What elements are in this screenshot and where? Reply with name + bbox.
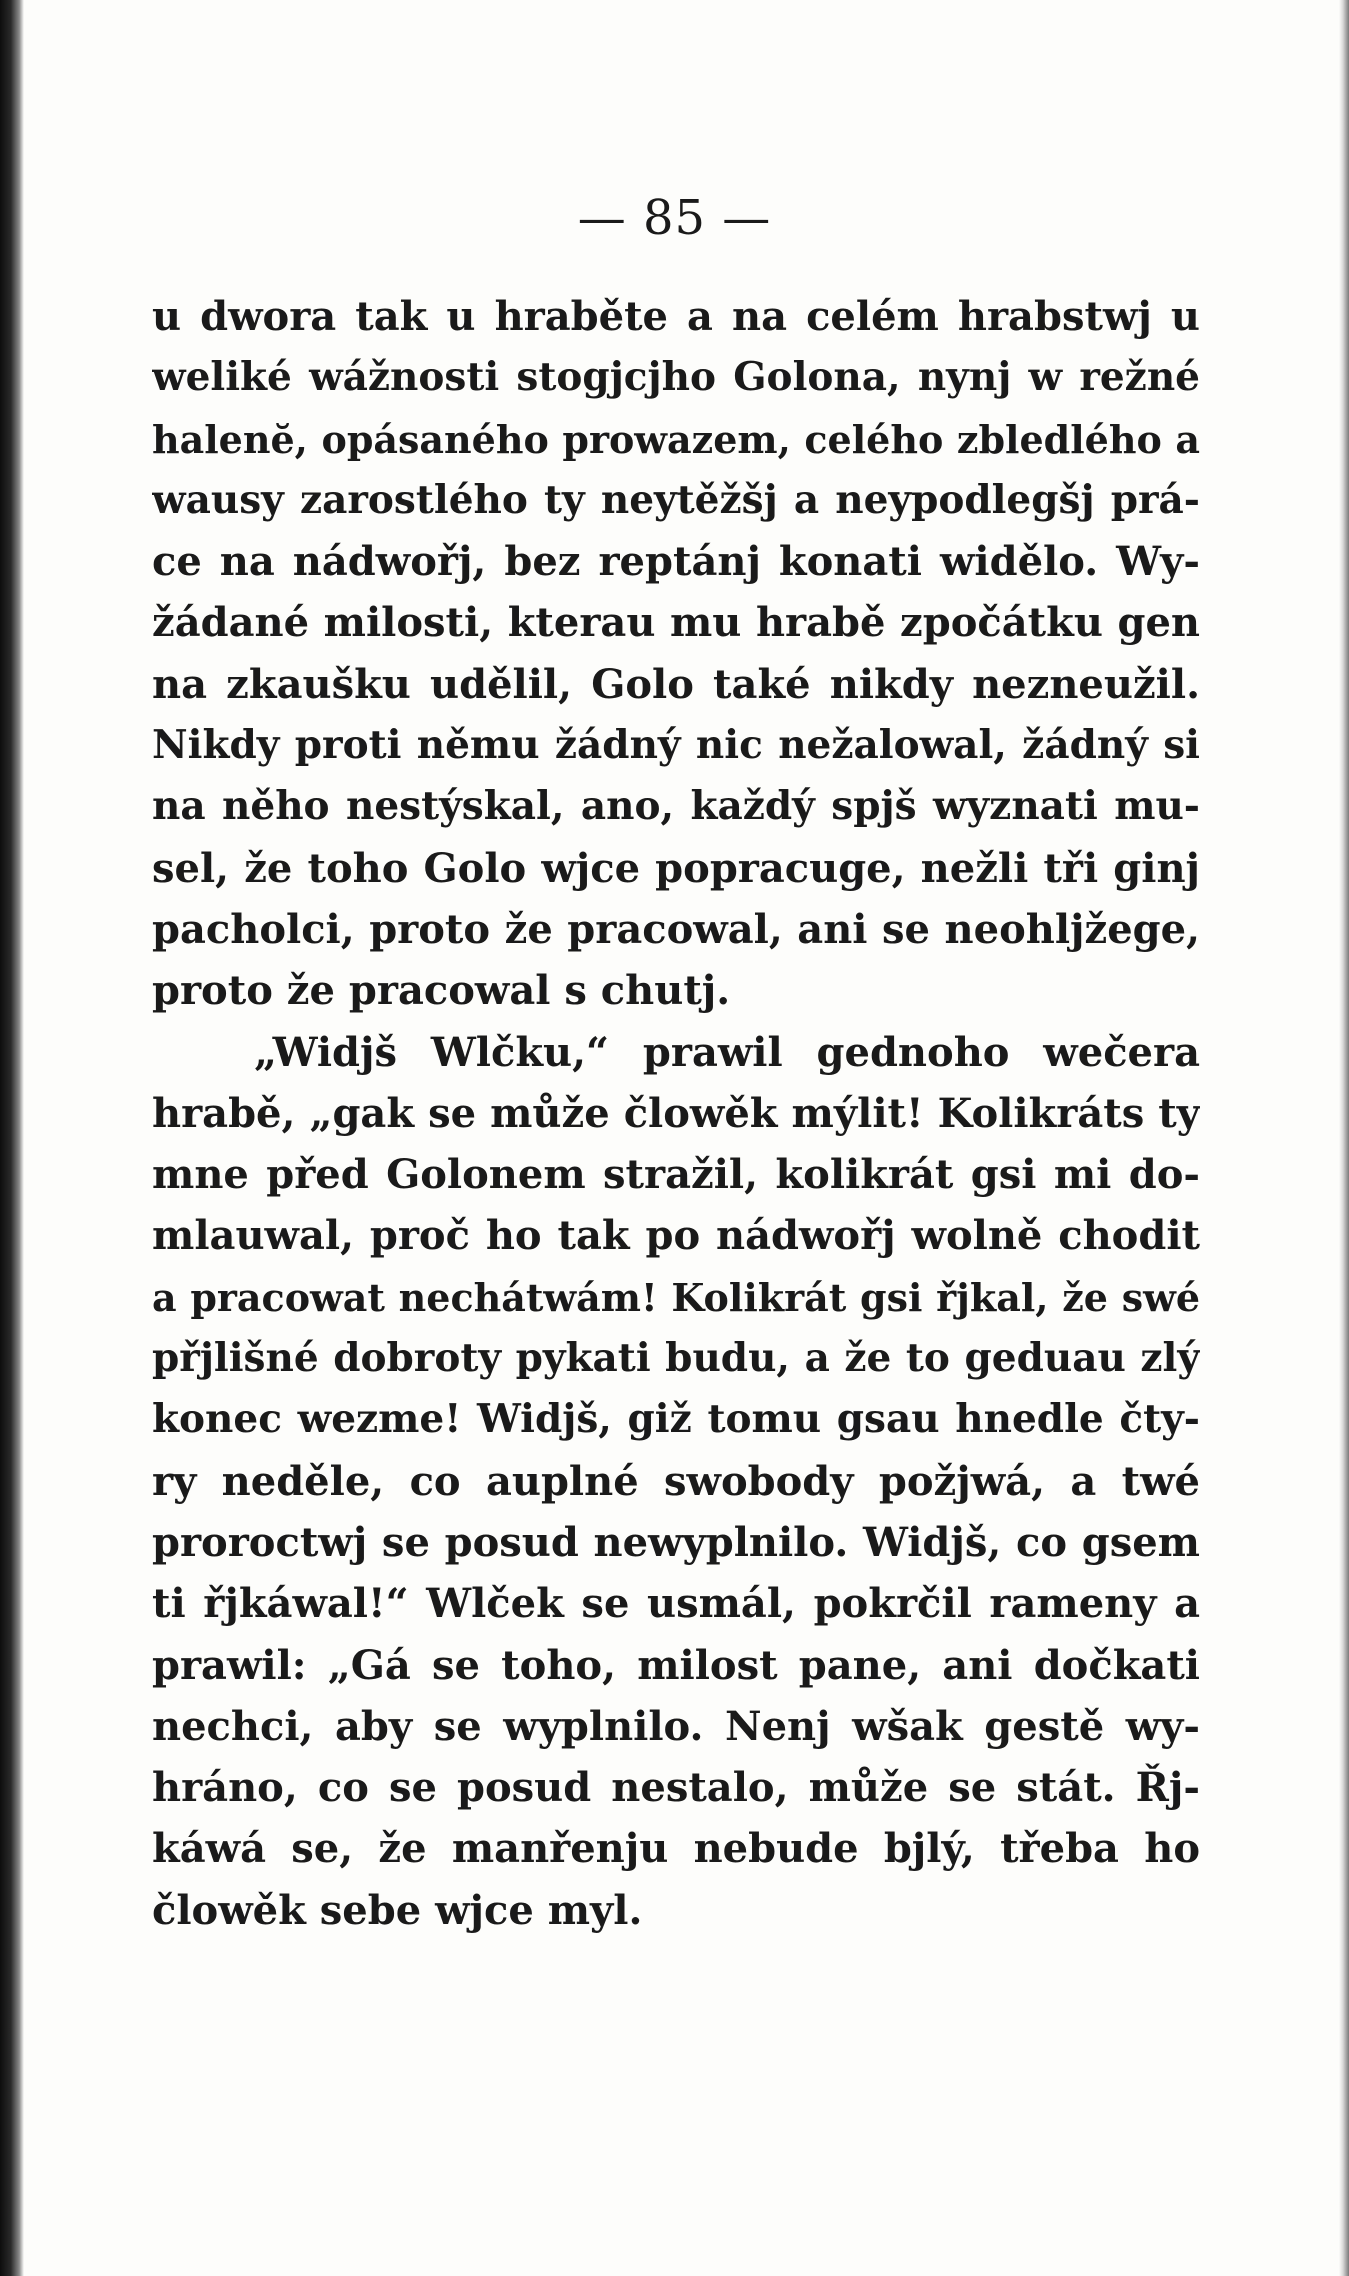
text-line: ce na nádwořj, bez reptánj konati widělo. Wy-: [152, 538, 1200, 586]
text-line: ti řjkáwal!“ Wlček se usmál, pokrčil rameny a: [152, 1580, 1200, 1628]
text-line: proto že pracowal s chutj.: [152, 967, 731, 1015]
text-line: na něho nestýskal, ano, každý spjš wyznati mu-: [152, 783, 1200, 830]
text-line: Nikdy proti němu žádný nic nežalowal, žádný si: [152, 722, 1200, 769]
text-line: nechci, aby se wyplnilo. Nenj wšak gestě wy-: [152, 1702, 1200, 1750]
page-number: — 85 —: [577, 190, 772, 246]
text-line: pacholci, proto že pracowal, ani se neohljžege,: [152, 905, 1200, 953]
text-line: sel, že toho Golo wjce popracuge, nežli tři ginj: [152, 844, 1200, 892]
text-line: weliké wážnosti stogjcjho Golona, nynj w režné: [152, 354, 1200, 401]
text-line: mne před Golonem stražil, kolikrát gsi mi do-: [152, 1151, 1200, 1199]
text-line: proroctwj se posud newyplnilo. Widjš, co gsem: [152, 1518, 1200, 1566]
text-line: „Widjš Wlčku,“ prawil gednoho wečera: [254, 1028, 1200, 1076]
text-line: u dwora tak u hraběte a na celém hrabstwj u: [152, 293, 1200, 340]
text-line: halenĕ, opásaného prowazem, celého zbledlého a: [152, 416, 1200, 462]
text-line: prawil: „Gá se toho, milost pane, ani dočkati: [152, 1641, 1200, 1689]
text-line: přjlišné dobroty pykati budu, a že to geduau zlý: [152, 1335, 1200, 1382]
page-left-edge-shadow: [0, 0, 24, 2276]
text-line: na zkaušku udělil, Golo také nikdy nezneužil.: [152, 660, 1200, 708]
text-line: konec wezme! Widjš, giž tomu gsau hnedle čty-: [152, 1396, 1200, 1443]
text-line: a pracowat nechátwám! Kolikrát gsi řjkal, že swé: [152, 1274, 1200, 1320]
text-line: káwá se, že manřenju nebude bjlý, třeba ho: [152, 1825, 1200, 1873]
text-line: člowěk sebe wjce myl.: [152, 1886, 643, 1934]
page-right-edge-shadow: [1339, 0, 1349, 2276]
body-text: [152, 286, 1200, 1941]
text-line: ry neděle, co auplné swobody požjwá, a twé: [152, 1457, 1200, 1505]
text-line: mlauwal, proč ho tak po nádwořj wolně chodit: [152, 1212, 1200, 1260]
text-line: hrabě, „gak se může člowěk mýlit! Kolikráts ty: [152, 1089, 1200, 1137]
text-line: wausy zarostlého ty neytěžšj a neypodlegšj prá-: [152, 476, 1200, 523]
text-line: hráno, co se posud nestalo, může se stát. Řj-: [152, 1764, 1200, 1812]
text-line: žádané milosti, kterau mu hrabě zpočátku gen: [152, 599, 1200, 647]
